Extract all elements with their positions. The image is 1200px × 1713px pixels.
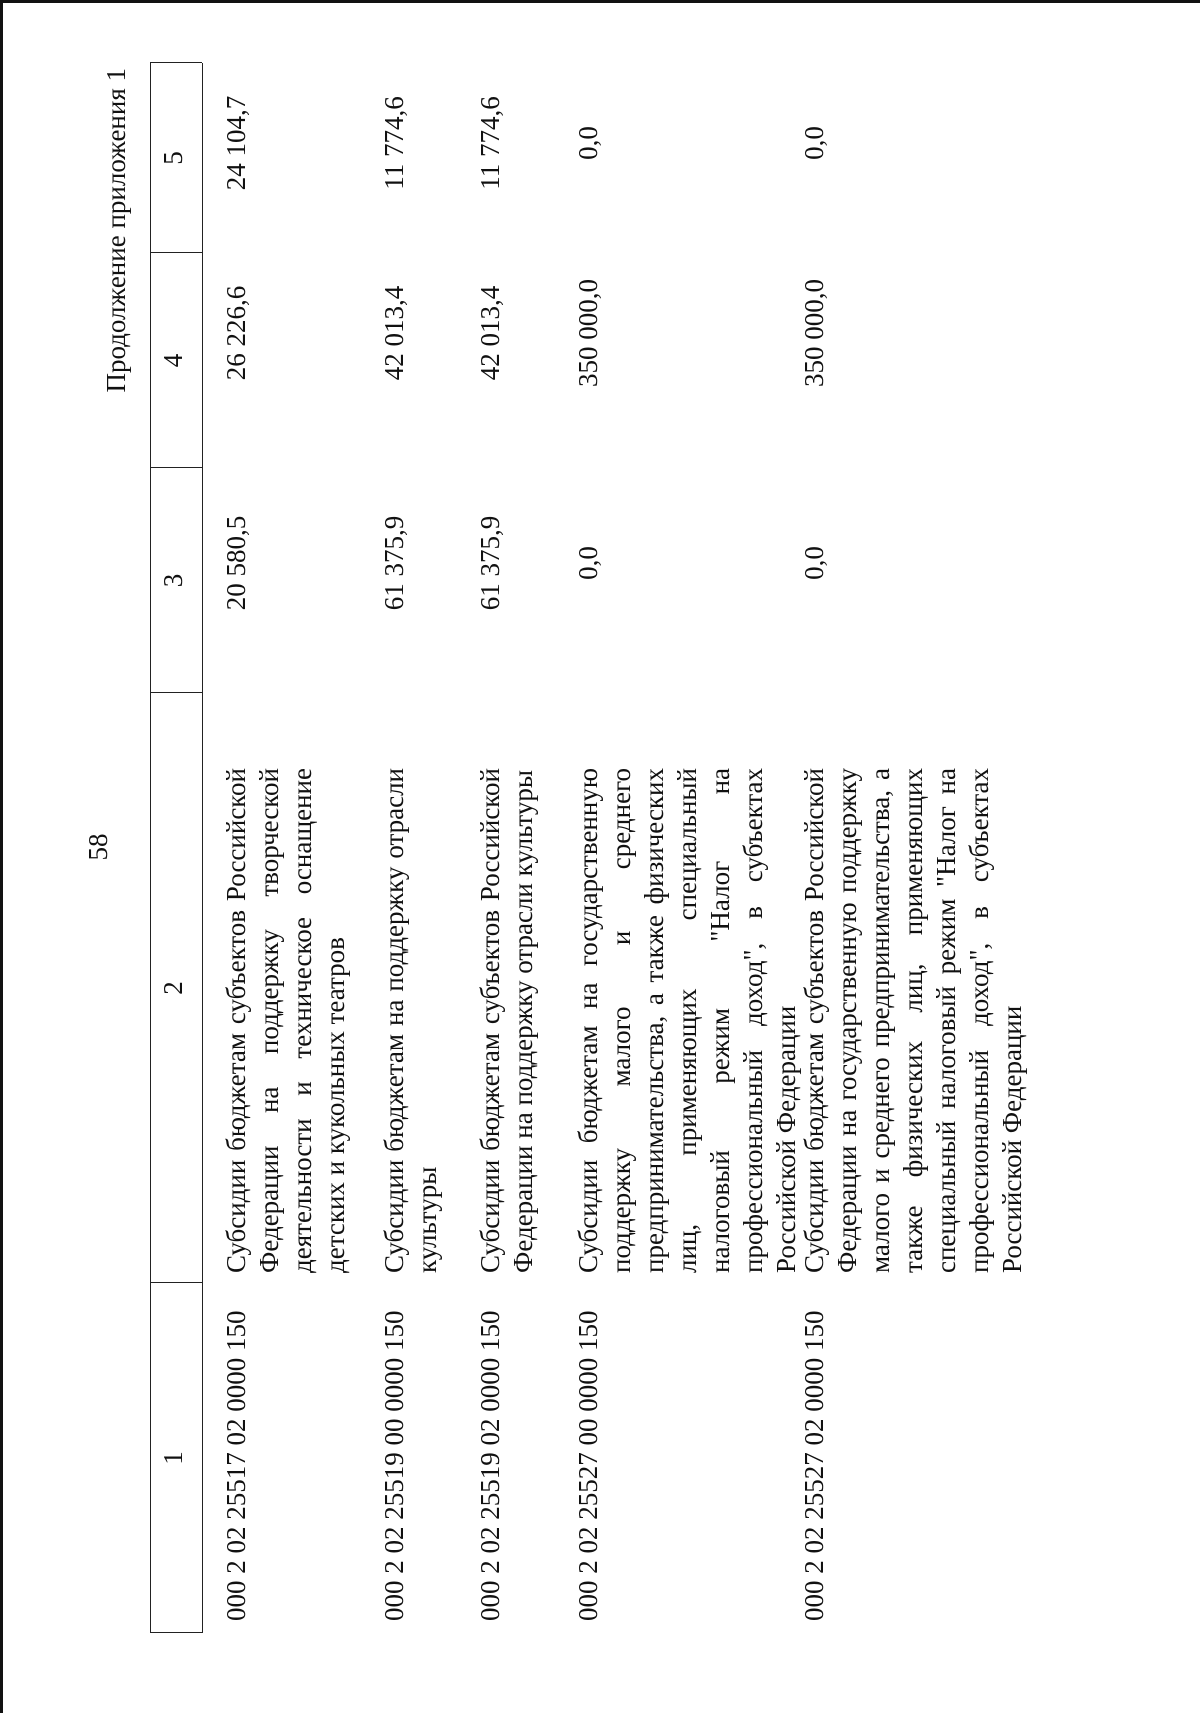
column-header-5: 5: [158, 151, 188, 165]
table-header-rule: [202, 63, 203, 1633]
row-1-col4: 26 226,6: [221, 285, 251, 381]
row-1-col3: 20 580,5: [221, 515, 251, 611]
row-5-description: Субсидии бюджетам субъектов Российской Федерации на государственную поддержку малого и среднего предпринимательства, а также физических лиц, применяющих специальный налоговый режим "Налог на профессиональный доход", в субъектах Российской Федерации: [799, 768, 1027, 1273]
row-4-description: Субсидии бюджетам на государственную поддержку малого и среднего предпринимательства, а также физических лиц, применяющих специальный налоговый режим "Налог на профессиональный доход", в субъектах Российской Федерации: [573, 768, 801, 1273]
row-5-col5: 0,0: [799, 126, 829, 160]
row-2-description: Субсидии бюджетам на поддержку отрасли культуры: [379, 768, 442, 1273]
column-header-1: 1: [158, 1451, 188, 1465]
row-3-col4: 42 013,4: [475, 285, 505, 381]
row-2-col3: 61 375,9: [379, 515, 409, 611]
row-4-col3: 0,0: [573, 546, 603, 580]
row-4-col4: 350 000,0: [573, 279, 603, 387]
row-3-col5: 11 774,6: [475, 96, 505, 190]
row-5-code: 000 2 02 25527 02 0000 150: [799, 1310, 829, 1621]
row-3-code: 000 2 02 25519 02 0000 150: [475, 1310, 505, 1621]
row-4-code: 000 2 02 25527 00 0000 150: [573, 1310, 603, 1621]
row-2-code: 000 2 02 25519 00 0000 150: [379, 1310, 409, 1621]
row-2-col4: 42 013,4: [379, 285, 409, 381]
row-4-col5: 0,0: [573, 126, 603, 160]
row-2-col5: 11 774,6: [379, 96, 409, 190]
column-header-4: 4: [158, 353, 188, 368]
page-number: 58: [83, 833, 113, 861]
row-5-col3: 0,0: [799, 546, 829, 580]
row-1-description: Субсидии бюджетам субъектов Российской Федерации на поддержку творческой деятельности и техническое оснащение детских и кукольных театров: [221, 768, 350, 1273]
appendix-caption: Продолжение приложения 1: [101, 68, 131, 393]
row-3-col3: 61 375,9: [475, 515, 505, 611]
row-1-col5: 24 104,7: [221, 95, 251, 191]
table-top-rule: [150, 63, 151, 1633]
row-3-description: Субсидии бюджетам субъектов Российской Федерации на поддержку отрасли культуры: [475, 768, 538, 1273]
row-1-code: 000 2 02 25517 02 0000 150: [221, 1310, 251, 1621]
row-5-col4: 350 000,0: [799, 279, 829, 387]
column-header-3: 3: [158, 573, 188, 588]
column-header-2: 2: [158, 981, 188, 995]
